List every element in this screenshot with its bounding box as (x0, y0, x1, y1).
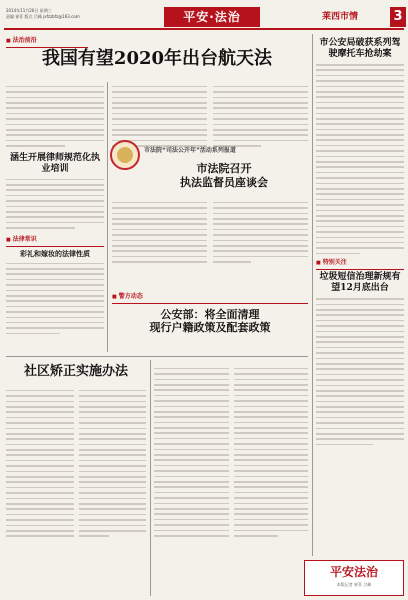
column-rule-bottom (150, 360, 151, 596)
police-headline-1: 公安部：将全面清理 (160, 308, 260, 321)
footer-brand-box (304, 560, 404, 596)
court-body-col-1 (112, 198, 207, 266)
header-meta (6, 8, 126, 20)
page-number: 3 (390, 7, 406, 27)
editor-line: 责编 崔菲 版式 吕峰 jxfzzbfz@163.com (6, 14, 80, 19)
community-correction-story (6, 364, 146, 541)
court-emblem-icon (110, 140, 140, 170)
bottom-body-col-2 (234, 364, 309, 540)
story-c-body (6, 263, 104, 335)
police-headline-2: 现行户籍政策及配套政策 (149, 321, 271, 334)
story-right-b-title: 垃圾短信治理新规有望12月底出台 (319, 272, 401, 294)
footer-brand-sub (305, 582, 403, 588)
right-column-rule (312, 34, 313, 556)
footer-brand-title: 平安法治 (329, 565, 378, 579)
story-right-b-body (316, 298, 404, 445)
court-body-col-2 (213, 198, 308, 266)
page-header (4, 4, 404, 30)
footer-brand-line2: 崔菲 吕峰 (354, 582, 372, 587)
section-name: 莱西市情 (322, 12, 359, 22)
left-col-body (6, 82, 104, 338)
story-b-body (6, 179, 104, 229)
paper-title: 平安·法治 (164, 7, 260, 27)
kicker-legal-frontier: ■ 法治前沿 (6, 36, 88, 48)
court-body (112, 198, 308, 266)
police-section (112, 292, 308, 334)
story-right-a-title: 市公安局破获系列驾驶摩托车抢劫案 (319, 38, 401, 59)
footer-brand-line1: 本版记者 (336, 582, 353, 587)
story-right-a-body (316, 64, 404, 254)
lead-body-text (6, 86, 104, 147)
bottom-center-columns (154, 364, 308, 540)
community-body-col-2 (79, 386, 147, 541)
right-column (316, 38, 404, 449)
date-line: 2014年11月26日 星期三 (6, 8, 52, 13)
section-rule (6, 356, 308, 357)
column-rule (107, 82, 108, 352)
lead-story (6, 48, 308, 78)
story-b-title: 涵生开展律师规范化执业培训 (9, 152, 100, 174)
kicker-special-focus: ■ 特别关注 (316, 258, 404, 270)
community-headline: 社区矫正实施办法 (23, 364, 128, 379)
lead-headline: 我国有望2020年出台航天法 (41, 48, 273, 69)
court-banner (110, 140, 308, 192)
community-body-col-1 (6, 386, 74, 541)
kicker-legal-knowledge: ■ 法律常识 (6, 235, 104, 247)
court-series-title: 市法院“司法公开年”活动系列报道 (144, 147, 236, 154)
court-headline-2: 执法监督员座谈会 (180, 176, 268, 189)
kicker-police-news: ■ 警方动态 (112, 292, 308, 304)
bottom-body-col-1 (154, 364, 229, 540)
court-headline-1: 市法院召开 (196, 162, 252, 175)
story-c-title: 彩礼和嫁妆的法律性质 (20, 248, 90, 258)
